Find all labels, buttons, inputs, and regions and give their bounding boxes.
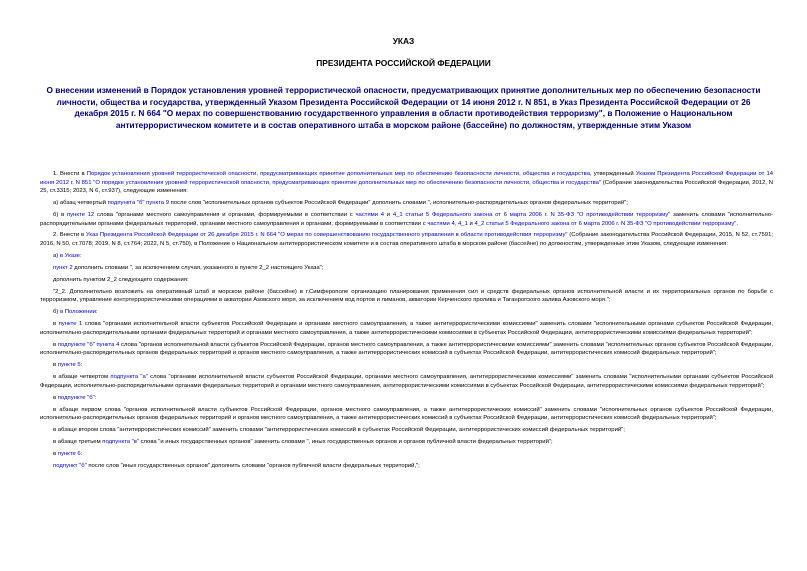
link-part-4-2-fz35[interactable]: 4_2 статьи 5 Федерального закона от 6 марта 2006 г. N 35-ФЗ "О противодействии терроризму" xyxy=(474,220,737,227)
link-subpoint-a[interactable]: подпункта "а" xyxy=(110,374,148,381)
paragraph-2b-6: в абзаце первом слова "органов исполнительной власти субъектов Российской Федерации, органов местного самоуправления, а также антитеррористических комиссий" заменить словами "исполнительных органов субъектов Российской Федерации, исполнительно-распорядительных органов федеральных территорий и органов местного самоуправления, а также антитеррористических комиссий в субъектах Российской Федерации, антитеррористических комиссий федеральных территорий"; xyxy=(40,406,773,422)
paragraph-2b-3: в пункте 5: xyxy=(53,362,83,369)
title-link-order[interactable]: Порядок установления уровней террористической опасности, предусматривающих принятие дополнительных мер по обеспечению безопасности личности, общества и государства xyxy=(56,85,761,107)
paragraph-2b-9: в пункте 6: xyxy=(53,450,83,457)
paragraph-2a-3: "2_2. Дополнительно возложить на оперативный штаб в морском районе (бассейне) в г.Симферополе организацию планирования применения сил и средств федеральных органов исполнительной власти и их территориальных органов по борьбе с терроризмом, управление контртеррористическими операциями в акватории Азовского моря, за исключением вод портов и лиманов, акватории Керченского пролива и Таганрогского залива Азовского моря."; xyxy=(40,288,773,304)
paragraph-1a: а) абзац четвертый подпункта "б" пункта 9 после слов "исполнительных органов субъектов Российской Федерации" дополнить словами ", исполнительно-распорядительных органов федеральных территорий"; xyxy=(53,200,628,207)
doc-issuer: ПРЕЗИДЕНТА РОССИЙСКОЙ ФЕДЕРАЦИИ xyxy=(316,58,491,68)
link-subpoint-b-p6[interactable]: подпункт "б" xyxy=(53,462,87,469)
link-point-1[interactable]: пункте 1 xyxy=(58,321,83,328)
link-part-4[interactable]: частями 4 xyxy=(355,211,385,218)
paragraph-1b: б) в пункте 12 слова "органами местного самоуправления и органами, формируемыми в соответствии с частями 4 и 4_1 статьи 5 Федерального закона от 6 марта 2006 г. N 35-ФЗ "О противодействии терроризму" заменить словами "исполнительно-распорядительными органами федеральных территорий, органами местного самоуправления и органами, формируемыми в соответствии с частями 4, 4_1 и 4_2 статьи 5 Федерального закона от 6 марта 2006 г. N 35-ФЗ "О противодействии терроризму". xyxy=(40,211,773,227)
paragraph-2b-4: в абзаце четвертом подпункта "а" слова "органами исполнительной власти субъектов Российской Федерации, органами местного самоуправления, антитеррористическими комиссиями" заменить словами "исполнительными органами субъектов Российской Федерации, исполнительно-распорядительными органами федеральных территорий и органами местного самоуправления, антитеррористическими комиссиями в субъектах Российской Федерации, антитеррористическими комиссиями федеральных территорий"; xyxy=(40,374,773,389)
paragraph-2b: б) в Положении: xyxy=(53,309,98,316)
link-subpoint-v[interactable]: подпункта "в" xyxy=(102,438,139,445)
link-order[interactable]: Порядок установления уровней террористической опасности, предусматривающих принятие дополнительных мер по обеспечению безопасности личности, общества и государства xyxy=(86,171,590,177)
link-subpoint-b[interactable]: подпункте "б" xyxy=(57,394,95,401)
paragraph-2a: а) в Указе: xyxy=(53,252,82,259)
paragraph-2b-1: в пункте 1 слова "органами исполнительной власти субъектов Российской Федерации и органами местного самоуправления, а также антитеррористическими комиссиями" заменить словами "исполнительными органами субъектов Российской Федерации, исполнительно-распорядительными органами федеральных территорий и органами местного самоуправления, а также антитеррористическими комиссиями в субъектах Российской Федерации, антитеррористическими комиссиями федеральных территорий"; xyxy=(40,321,773,336)
title-link-regulation[interactable]: Положение о Национальном антитеррористическом комитете и в состав оперативного штаба в морском районе (бассейне) по должностям, утвержденные этим Указом xyxy=(115,108,733,130)
title-link-decree-851[interactable]: Указом Президента Российской Федерации от 14 июня 2012 г. N 851 xyxy=(268,96,548,107)
doc-heading: УКАЗ xyxy=(392,36,415,46)
link-part-4-1-fz35[interactable]: 4_1 статьи 5 Федерального закона от 6 марта 2006 г. N 35-ФЗ "О противодействии терроризму" xyxy=(392,211,671,218)
doc-title: О внесении изменений в Порядок установления уровней террористической опасности, предусматривающих принятие дополнительных мер по обеспечению безопасности личности, общества и государства, утвержденный Указом Президента Российской Федерации от 14 июня 2012 г. N 851, в Указ Президента Российской Федерации от 26 декабря 2015 г. N 664 "О мерах по совершенствованию государственного управления в области противодействия терроризму", в Положение о Национальном антитеррористическом комитете и в состав оперативного штаба в морском районе (бассейне) по должностям, утвержденные этим Указом xyxy=(46,85,761,130)
link-subpoint-b-p4[interactable]: подпункте "б" пункта 4 xyxy=(57,341,120,348)
link-point-6[interactable]: пункте 6 xyxy=(57,450,81,457)
paragraph-2b-7: в абзаце втором слова "антитеррористических комиссий" заменить словами "антитеррористических комиссий в субъектах Российской Федерации, антитеррористических комиссий федеральных территорий"; xyxy=(53,426,625,433)
link-subpoint-b-p9[interactable]: подпункта "б" пункта 9 xyxy=(107,200,169,207)
paragraph-2: 2. Внести в Указ Президента Российской Федерации от 26 декабря 2015 г. N 664 "О мерах по совершенствованию государственного управления в области противодействия терроризму" (Собрание законодательства Российской Федерации, 2015, N 52, ст.7591; 2016, N 50, ст.7078; 2019, N 8, ст.764; 2022, N 5, ст.750), в Положение о Национальном антитеррористическом комитете и в состав оперативного штаба в морском районе (бассейне) по должностям, утвержденные этим Указом, следующие изменения: xyxy=(40,232,773,247)
link-parts-4-4-1[interactable]: частями 4, 4_1 xyxy=(427,220,468,227)
link-point-5[interactable]: пункте 5 xyxy=(57,362,81,369)
paragraph-2b-10: подпункт "б" после слов "иных государственных органов" дополнить словами "органов публичной власти федеральных территорий,"; xyxy=(53,462,420,469)
link-decree-664[interactable]: Указ Президента Российской Федерации от 26 декабря 2015 г. N 664 "О мерах по совершенствованию государственного управления в области противодействия терроризму" xyxy=(85,232,568,239)
link-in-decree[interactable]: в Указе xyxy=(59,252,80,259)
link-point-12[interactable]: пункте 12 xyxy=(66,211,95,218)
paragraph-1: 1. Внести в Порядок установления уровней террористической опасности, предусматривающих принятие дополнительных мер по обеспечению безопасности личности, общества и государства, утвержденный Указом Президента Российской Федерации от 14 июня 2012 г. N 851 "О порядке установления уровней террористической опасности, предусматривающих принятие дополнительных мер по обеспечению безопасности личности, общества и государства" (Собрание законодательства Российской Федерации, 2012, N 25, ст.3315; 2023, N 6, ст.937), следующие изменения: xyxy=(40,171,774,195)
paragraph-2b-8: в абзаце третьем подпункта "в" слова "и иных государственных органов" заменить словами ", иных государственных органов и органов публичной власти федеральных территорий"; xyxy=(53,438,553,445)
link-in-regulation[interactable]: в Положении xyxy=(59,309,96,316)
paragraph-2a-1: пункт 2 дополнить словами ", за исключением случая, указанного в пункте 2_2 настоящего Указа"; xyxy=(53,264,324,271)
link-decree-851[interactable]: Указом Президента Российской Федерации от 14 июня 2012 г. N 851 "О порядке установления уровней террористической опасности, предусматривающих принятие дополнительных мер по обеспечению безопасности личности, общества и государства" xyxy=(40,171,773,186)
paragraph-2b-5: в подпункте "б": xyxy=(53,394,97,401)
paragraph-2b-2: в подпункте "б" пункта 4 слова "органов исполнительной власти субъектов Российской Федерации, органов местного самоуправления, а также антитеррористическими комиссиями" заменить словами "исполнительных органов субъектов Российской Федерации, исполнительно-распорядительных органов федеральных территорий и органов местного самоуправления, а также антитеррористических комиссий в субъектах Российской Федерации, антитеррористических комиссий федеральных территорий"; xyxy=(40,341,773,357)
doc-body xyxy=(40,170,773,474)
paragraph-2a-2: дополнить пунктом 2_2 следующего содержания: xyxy=(53,276,189,283)
title-link-decree-664[interactable]: Указ Президента Российской Федерации от 26 декабря 2015 г. N 664 "О мерах по совершенствованию государственного управления в области противодействия терроризму" xyxy=(74,96,751,119)
link-point-2[interactable]: пункт 2 xyxy=(53,264,73,271)
